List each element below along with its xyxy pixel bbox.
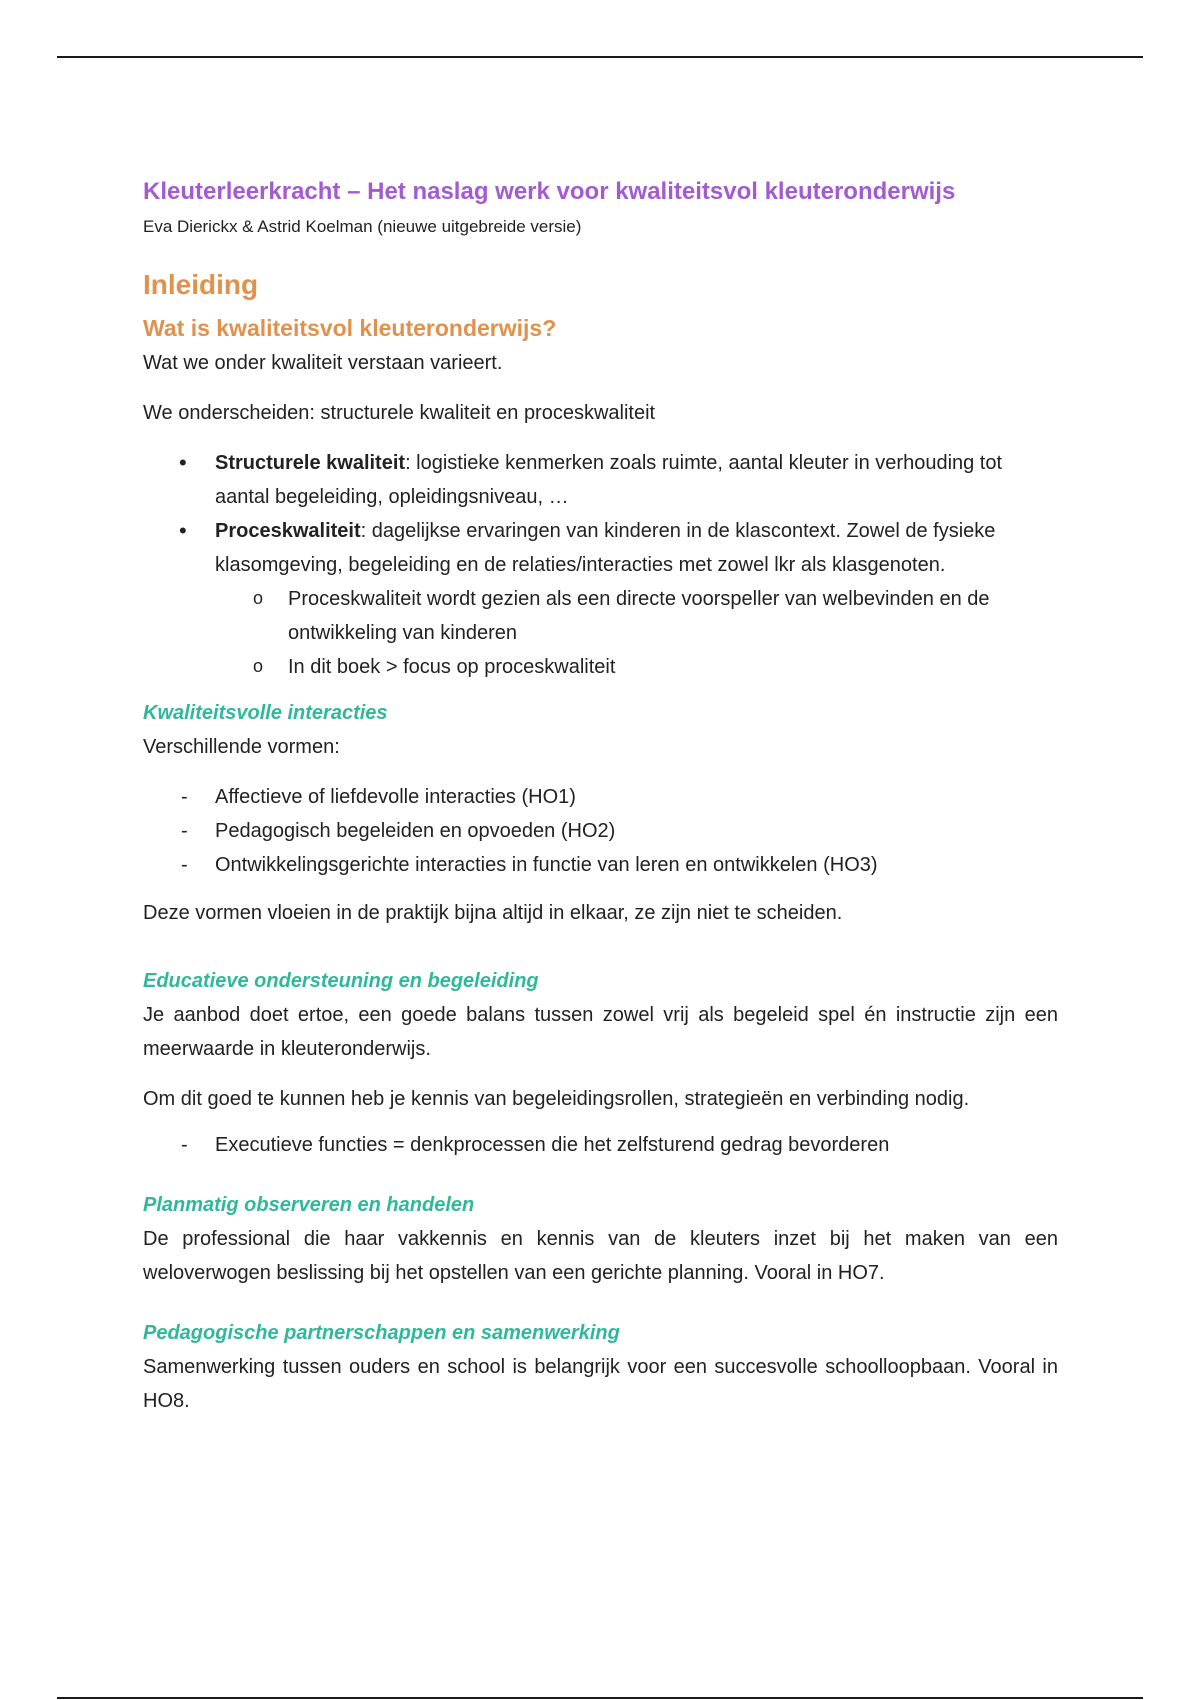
list-item-term: Structurele kwaliteit bbox=[215, 451, 406, 474]
list-item-text: : logistieke kenmerken zoals ruimte, aantal kleuter in verhouding tot aantal begeleiding, opleidingsniveau, … bbox=[215, 451, 1003, 508]
list-item: o Proceskwaliteit wordt gezien als een directe voorspeller van welbevinden en de ontwikkeling van kinderen bbox=[143, 582, 1058, 650]
list-item: - Pedagogisch begeleiden en opvoeden (HO2) bbox=[143, 814, 1058, 848]
document-body bbox=[143, 176, 1058, 1418]
list-item: o In dit boek > focus op proceskwaliteit bbox=[143, 650, 1058, 684]
heading-educatieve-ondersteuning: Educatieve ondersteuning en begeleiding bbox=[143, 969, 539, 992]
bottom-rule bbox=[57, 1697, 1143, 1699]
heading-inleiding: Inleiding bbox=[143, 269, 259, 301]
paragraph: Samenwerking tussen ouders en school is belangrijk voor een succesvolle schoolloopbaan. Vooral in HO8. bbox=[143, 1355, 1058, 1412]
paragraph: We onderscheiden: structurele kwaliteit en proceskwaliteit bbox=[143, 401, 656, 424]
list-item: - Ontwikkelingsgerichte interacties in functie van leren en ontwikkelen (HO3) bbox=[143, 848, 1058, 882]
paragraph: Je aanbod doet ertoe, een goede balans tussen zowel vrij als begeleid spel én instructie zijn een meerwaarde in kleuteronderwijs. bbox=[143, 1003, 1058, 1060]
document-title: Kleuterleerkracht – Het naslag werk voor kwaliteitsvol kleuteronderwijs bbox=[143, 178, 956, 205]
paragraph: Om dit goed te kunnen heb je kennis van begeleidingsrollen, strategieën en verbinding nodig. bbox=[143, 1087, 970, 1110]
list-item: - Affectieve of liefdevolle interacties (HO1) bbox=[143, 780, 1058, 814]
paragraph: Verschillende vormen: bbox=[143, 735, 340, 758]
paragraph: Deze vormen vloeien in de praktijk bijna altijd in elkaar, ze zijn niet te scheiden. bbox=[143, 901, 843, 924]
paragraph: De professional die haar vakkennis en kennis van de kleuters inzet bij het maken van een weloverwogen beslissing bij het opstellen van een gerichte planning. Vooral in HO7. bbox=[143, 1227, 1058, 1284]
heading-wat-is-kwaliteit: Wat is kwaliteitsvol kleuteronderwijs? bbox=[143, 315, 557, 342]
list-item-text: : dagelijkse ervaringen van kinderen in de klascontext. Zowel de fysieke klasomgeving, begeleiding en de relaties/interacties met zowel lkr als klasgenoten. bbox=[215, 519, 996, 576]
list-item bbox=[143, 446, 1058, 514]
quality-bullet-list bbox=[143, 446, 1058, 582]
list-item: - Executieve functies = denkprocessen die het zelfsturend gedrag bevorderen bbox=[143, 1128, 1058, 1162]
list-item-term: Proceskwaliteit bbox=[215, 519, 361, 542]
top-rule bbox=[57, 56, 1143, 58]
heading-kwaliteitsvolle-interacties: Kwaliteitsvolle interacties bbox=[143, 701, 388, 724]
process-sub-list bbox=[143, 582, 1058, 684]
executive-list bbox=[143, 1128, 1058, 1162]
list-item bbox=[143, 514, 1058, 582]
document-authors: Eva Dierickx & Astrid Koelman (nieuwe uitgebreide versie) bbox=[143, 217, 582, 237]
paragraph: Wat we onder kwaliteit verstaan varieert. bbox=[143, 351, 503, 374]
interaction-list bbox=[143, 780, 1058, 882]
heading-pedagogische-partnerschappen: Pedagogische partnerschappen en samenwerking bbox=[143, 1321, 620, 1344]
heading-planmatig-observeren: Planmatig observeren en handelen bbox=[143, 1193, 475, 1216]
